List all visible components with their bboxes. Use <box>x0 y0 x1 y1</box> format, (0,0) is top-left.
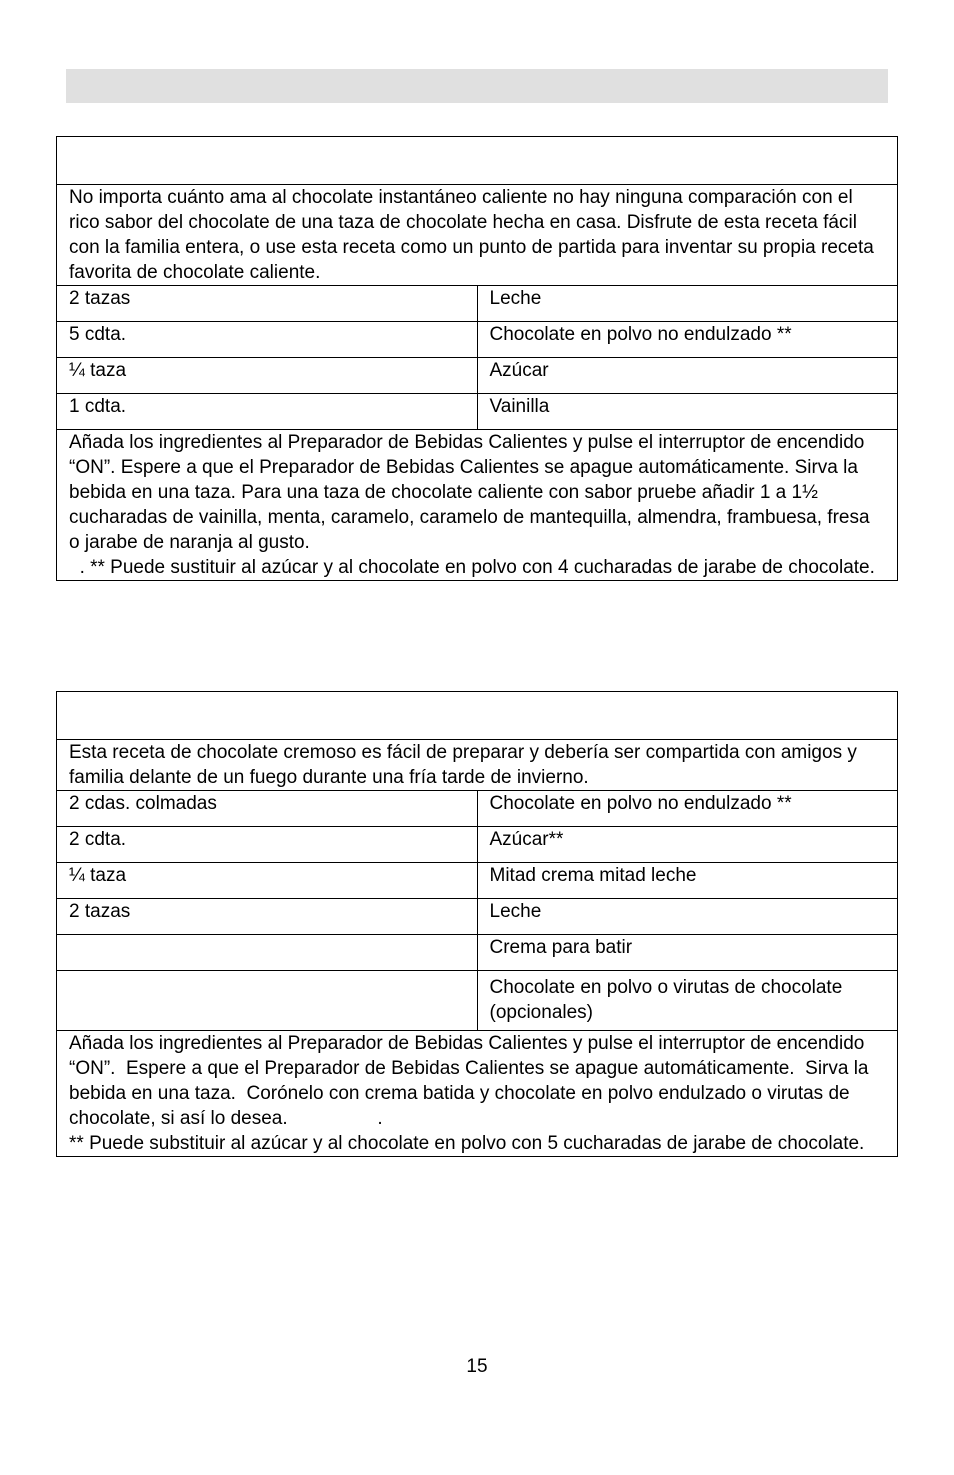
instructions-text: Añada los ingredientes al Preparador de Bebidas Calientes y pulse el interruptor de encendido “ON”. Espere a que el Preparador de Bebidas Calientes se apague automáticamente. Sirva la bebida en una taza. Corónelo con crema batida y chocolate en polvo endulzado o virutas de chocolate, si así lo desea. . <box>69 1033 874 1129</box>
ingredient-row <box>57 791 898 827</box>
recipe-1-instructions <box>57 430 898 581</box>
substitution-note: ** Puede substituir al azúcar y al chocolate en polvo con 5 cucharadas de jarabe de chocolate. <box>69 1133 865 1154</box>
ingredient-item: Chocolate en polvo no endulzado ** <box>477 322 898 358</box>
recipe-2-description: Esta receta de chocolate cremoso es fácil de preparar y debería ser compartida con amigos y familia delante de un fuego durante una fría tarde de invierno. <box>57 740 898 791</box>
ingredient-row <box>57 935 898 971</box>
page-number: 15 <box>466 1356 488 1377</box>
ingredient-item: Crema para batir <box>477 935 898 971</box>
ingredient-qty: 2 cdta. <box>57 827 478 863</box>
ingredient-item: Leche <box>477 899 898 935</box>
recipe-2-instructions <box>57 1031 898 1157</box>
ingredient-item: Vainilla <box>477 394 898 430</box>
ingredient-row <box>57 322 898 358</box>
ingredient-qty: 2 cdas. colmadas <box>57 791 478 827</box>
ingredient-qty: ¼ taza <box>57 358 478 394</box>
ingredient-qty: 2 tazas <box>57 899 478 935</box>
ingredient-item: Azúcar** <box>477 827 898 863</box>
ingredient-row <box>57 358 898 394</box>
ingredient-item: Azúcar <box>477 358 898 394</box>
ingredient-qty: 2 tazas <box>57 286 478 322</box>
ingredient-qty <box>57 971 478 1031</box>
recipe-2-title <box>57 692 898 740</box>
ingredient-row <box>57 971 898 1031</box>
ingredient-row <box>57 899 898 935</box>
recipe-2-table <box>56 691 898 1157</box>
header-bar <box>66 69 888 103</box>
ingredient-item: Chocolate en polvo o virutas de chocolate (opcionales) <box>477 971 898 1031</box>
substitution-note: . ** Puede sustituir al azúcar y al chocolate en polvo con 4 cucharadas de jarabe de chocolate. <box>69 557 875 578</box>
recipe-1-table <box>56 136 898 581</box>
ingredient-qty: 5 cdta. <box>57 322 478 358</box>
ingredient-item: Chocolate en polvo no endulzado ** <box>477 791 898 827</box>
recipe-1-description: No importa cuánto ama al chocolate instantáneo caliente no hay ninguna comparación con el rico sabor del chocolate de una taza de chocolate hecha en casa. Disfrute de esta receta fácil con la familia entera, o use esta receta como un punto de partida para inventar su propia receta favorita de chocolate caliente. <box>57 185 898 286</box>
instructions-text: Añada los ingredientes al Preparador de Bebidas Calientes y pulse el interruptor de encendido “ON”. Espere a que el Preparador de Bebidas Calientes se apague automáticamente. Sirva la bebida en una taza. Para una taza de chocolate caliente con sabor pruebe añadir 1 a 1½ cucharadas de vainilla, menta, caramelo, caramelo de mantequilla, almendra, frambuesa, fresa o jarabe de naranja al gusto. <box>69 432 870 553</box>
ingredient-row <box>57 394 898 430</box>
ingredient-qty: ¼ taza <box>57 863 478 899</box>
ingredient-qty <box>57 935 478 971</box>
ingredient-row <box>57 863 898 899</box>
ingredient-row <box>57 286 898 322</box>
ingredient-row <box>57 827 898 863</box>
ingredient-item: Leche <box>477 286 898 322</box>
ingredient-item: Mitad crema mitad leche <box>477 863 898 899</box>
recipe-1-title <box>57 137 898 185</box>
ingredient-qty: 1 cdta. <box>57 394 478 430</box>
